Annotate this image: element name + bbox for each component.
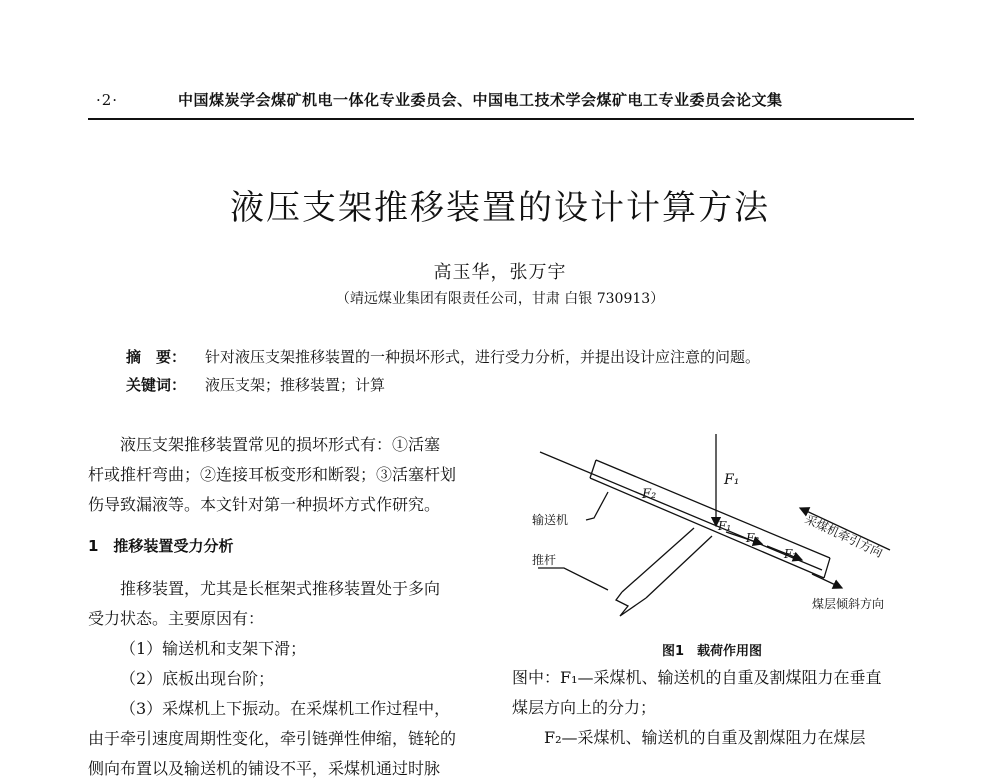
seam-line	[540, 452, 822, 570]
conveyor-edge-top	[596, 460, 830, 558]
conveyor-edge-right	[824, 558, 830, 578]
right-column	[512, 663, 912, 753]
body-line: 推移装置，尤其是长框架式推移装置处于多向	[120, 579, 441, 598]
incline-arrow	[812, 574, 842, 588]
pushrod-leader	[538, 568, 608, 590]
body-line: F₂—采煤机、输送机的自重及割煤阻力在煤层	[544, 728, 866, 747]
running-header: 中国煤炭学会煤矿机电一体化专业委员会、中国电工技术学会煤矿电工专业委员会论文集	[178, 91, 783, 109]
abstract-text: 针对液压支架推移装置的一种损坏形式，进行受力分析，并提出设计应注意的问题。	[205, 348, 761, 366]
body-line: 煤层方向上的分力；	[512, 698, 657, 717]
left-column	[88, 430, 488, 784]
article-authors: 高玉华，张万宇	[433, 262, 567, 283]
list-item: （1）输送机和支架下滑；	[120, 639, 307, 658]
keywords-text: 液压支架；推移装置；计算	[205, 376, 386, 394]
pushrod-break	[616, 592, 646, 616]
body-line: 由于牵引速度周期性变化，牵引链弹性伸缩，链轮的	[88, 729, 457, 748]
list-item: （3）采煤机上下振动。在采煤机工作过程中，	[120, 699, 451, 718]
page-number: ·2·	[96, 91, 119, 109]
keywords-label: 关键词：	[126, 376, 187, 394]
body-line: 伤导致漏液等。本文针对第一种损坏方式作研究。	[88, 495, 441, 514]
article-affiliation: （靖远煤业集团有限责任公司，甘肃 白银 730913）	[335, 291, 665, 307]
load-diagram	[512, 420, 912, 640]
pushrod-edge-1	[622, 528, 694, 592]
f1-label-small: F₁	[718, 519, 732, 533]
conveyor-edge-bottom	[590, 478, 824, 578]
f2-label-low: F₂	[784, 547, 798, 561]
section-heading: 1 推移装置受力分析	[88, 537, 234, 555]
body-line: 图中：F₁—采煤机、输送机的自重及割煤阻力在垂直	[512, 668, 882, 687]
pushrod-label: 推杆	[532, 553, 557, 567]
list-item: （2）底板出现台阶；	[120, 669, 275, 688]
header-rule	[88, 118, 914, 120]
pushrod-edge-2	[646, 536, 712, 598]
article-title: 液压支架推移装置的设计计算方法	[230, 188, 770, 228]
conveyor-leader	[586, 492, 608, 520]
body-line: 受力状态。主要原因有：	[88, 609, 265, 628]
body-line: 侧向布置以及输送机的铺设不平，采煤机通过时脉	[88, 759, 441, 778]
body-line: 杆或推杆弯曲；②连接耳板变形和断裂；③活塞杆划	[88, 465, 457, 484]
traction-label: 采煤机牵引方向	[802, 512, 885, 561]
f2-label-top: F₂	[642, 487, 657, 502]
conveyor-label: 输送机	[532, 513, 569, 527]
f2-label-mid: F₂	[746, 531, 760, 545]
body-line: 液压支架推移装置常见的损坏形式有：①活塞	[120, 435, 441, 454]
f1-label: F₁	[724, 472, 740, 488]
figure-caption: 图1 载荷作用图	[661, 644, 763, 659]
incline-label: 煤层倾斜方向	[812, 597, 885, 611]
abstract-label: 摘 要：	[126, 348, 187, 366]
